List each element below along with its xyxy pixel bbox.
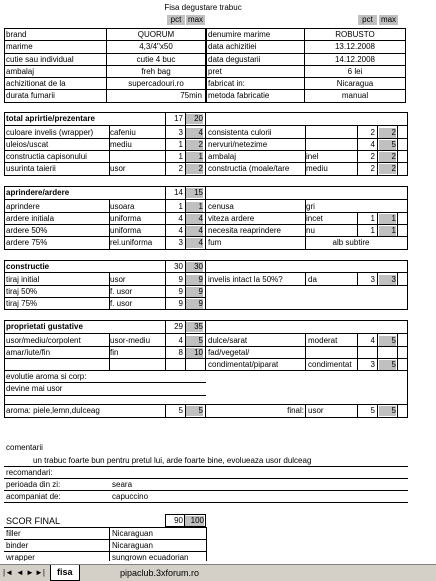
comentarii-text[interactable]: un trabuc foarte bun pentru pretul lui, arde foarte bine, evolueaza usor dulceag [33,456,312,465]
row-label: invelis intact la 50%? [208,275,283,284]
final-pct[interactable]: 5 [370,406,375,415]
final-label: final: [287,406,304,415]
row-pct[interactable]: 4 [370,336,375,345]
sheet-tab-fisa[interactable]: fisa [50,565,80,581]
row-pct[interactable]: 4 [178,226,183,235]
info-value[interactable]: 75min [180,91,202,100]
info-value[interactable]: 6 lei [347,67,363,76]
final-max: 5 [379,406,396,416]
row-label: ardere 75% [6,238,48,247]
info-label: durata fumarii [6,91,55,100]
info-value[interactable]: supercadouri.ro [128,79,184,88]
row-label: usor/mediu/corpolent [6,336,81,345]
acompaniat-value[interactable]: capuccino [112,492,149,501]
row-max: 2 [186,140,203,150]
row-pct[interactable]: 1 [178,140,183,149]
row-pct[interactable]: 2 [370,164,375,173]
info-label: metoda fabricatie [208,91,270,100]
row-value[interactable]: usor-mediu [110,336,151,345]
row-max: 4 [186,238,203,248]
row-label: culoare invelis (wrapper) [6,128,94,137]
row-max: 2 [379,164,396,174]
row-max: 5 [379,360,396,370]
row-pct[interactable]: 3 [370,275,375,284]
row-max: 1 [186,202,203,212]
row-value[interactable]: gri [306,202,315,211]
section-pct: 30 [174,262,183,271]
info-label: data achizitiei [208,42,257,51]
acompaniat-label: acompaniat de: [6,492,61,501]
row-value[interactable]: mediu [306,164,328,173]
row-value[interactable]: nu [306,226,315,235]
row-label: tiraj 50% [6,287,38,296]
row-max: 4 [186,226,203,236]
row-max: 10 [186,348,203,358]
scor-final-label: SCOR FINAL [6,516,61,526]
filler-label: filler [6,529,21,538]
row-value[interactable] [306,140,356,150]
wrapper-label: wrapper [6,553,35,561]
row-label: ardere initiala [6,214,55,223]
row-max: 4 [186,128,203,138]
row-label: constructia (moale/tare [208,164,290,173]
row-max: 5 [379,140,396,150]
row-max: 9 [186,299,203,309]
aroma-max: 5 [186,406,203,416]
row-label: ambalaj [208,152,237,161]
aroma-label: aroma: piele,lemn,dulceag [6,406,100,415]
row-value[interactable]: usor [110,275,126,284]
info-label: brand [6,30,27,39]
max-header-right: max [380,15,397,24]
max-header: max [187,15,204,24]
section-max: 20 [186,114,203,124]
info-label: denumire marime [208,30,271,39]
row-pct[interactable]: 9 [178,299,183,308]
row-pct[interactable]: 4 [178,214,183,223]
row-max: 1 [379,226,396,236]
row-label: viteza ardere [208,214,255,223]
first-sheet-button[interactable]: |◄ [3,568,13,577]
last-sheet-button[interactable]: ►| [35,568,45,577]
row-max: 4 [186,214,203,224]
prev-sheet-button[interactable]: ◄ [16,568,24,577]
sheet-tab-bar [0,564,436,581]
info-value[interactable]: freh bag [141,67,171,76]
info-value[interactable]: 13.12.2008 [334,42,376,51]
filler-value[interactable]: Nicaraguan [112,529,153,538]
row-label: uleios/uscat [6,140,49,149]
info-label: data degustarii [208,55,261,64]
watermark-text: pipaclub.3xforum.ro [120,568,200,578]
binder-value[interactable]: Nicaraguan [112,541,153,550]
perioada-value[interactable]: seara [112,480,133,489]
info-value[interactable]: 14.12.2008 [334,55,376,64]
row-max: 9 [186,275,203,285]
row-pct[interactable]: 1 [370,214,375,223]
row-value[interactable]: f. usor [110,299,133,308]
info-value[interactable]: ROBUSTO [335,30,375,39]
scor-max: 100 [185,516,204,526]
section-max: 30 [186,262,203,272]
evolutie-value[interactable]: devine mai usor [6,384,63,393]
row-label: dulce/sarat [208,336,248,345]
comentarii-label: comentarii [6,443,43,452]
row-max: 2 [379,152,396,162]
next-sheet-button[interactable]: ► [26,568,34,577]
row-value[interactable]: f. usor [110,287,133,296]
row-label: nervuri/netezime [208,140,268,149]
section-title: total aprirtie/prezentare [6,114,95,123]
row-max: 9 [186,287,203,297]
perioada-label: perioada din zi: [6,480,61,489]
binder-label: binder [6,541,29,550]
recomandari-label: recomandari: [6,468,53,477]
info-value[interactable]: Nicaragua [336,79,374,88]
row-value[interactable] [306,128,356,138]
recomandari-value[interactable] [110,468,200,478]
row-value[interactable]: inel [306,152,319,161]
row-max: 5 [379,336,396,346]
row-value[interactable]: usor [110,164,126,173]
row-value[interactable]: uniforma [110,226,142,235]
row-label: amar/iute/fin [6,348,51,357]
row-pct[interactable]: 2 [370,152,375,161]
row-label: consistenta culorii [208,128,272,137]
info-label: achizitionat de la [6,79,66,88]
section-title: proprietati gustative [6,322,83,331]
row-pct[interactable]: 9 [178,275,183,284]
pct-header-right: pct [358,15,377,25]
evolutie-label: evolutie aroma si corp: [6,372,87,381]
row-pct[interactable]: 3 [370,360,375,369]
row-value[interactable]: cafeniu [110,128,136,137]
row-value[interactable]: mediu [110,140,132,149]
info-label: marime [6,42,33,51]
row-value[interactable]: alb subtire [332,238,370,247]
aroma-pct[interactable]: 5 [178,406,183,415]
section-pct: 14 [174,188,183,197]
info-value[interactable]: 4,3/4"x50 [139,42,173,51]
row-label: fum [208,238,222,247]
row-max: 1 [186,152,203,162]
sheet-title: Fisa degustare trabuc [164,3,242,12]
info-value[interactable]: manual [341,91,369,100]
row-value[interactable]: condimentat [308,360,352,369]
info-label: pret [208,67,222,76]
row-pct[interactable]: 3 [178,238,183,247]
row-max: 3 [379,275,396,285]
row-value[interactable]: rel.uniforma [110,238,153,247]
row-value[interactable]: moderat [308,336,338,345]
row-max: 5 [186,336,203,346]
row-value[interactable]: fin [110,348,119,357]
info-label: cutie sau individual [6,55,74,64]
row-label: condimentat/piparat [208,360,279,369]
row-label: fad/vegetal/ [208,348,250,357]
row-label: tiraj initial [6,275,40,284]
row-value[interactable]: incet [306,214,323,223]
row-label: tiraj 75% [6,299,38,308]
section-title: aprindere/ardere [6,188,70,197]
pct-header: pct [167,15,185,25]
row-value[interactable]: usoara [110,202,135,211]
final-value[interactable]: usor [308,406,324,415]
row-pct[interactable]: 8 [178,348,183,357]
row-label: cenusa [208,202,234,211]
row-label: constructia capisonului [6,152,87,161]
info-label: fabricat in: [208,79,245,88]
row-label: aprindere [6,202,40,211]
row-max: 2 [379,128,396,138]
row-max: 2 [186,164,203,174]
row-pct[interactable]: 2 [178,164,183,173]
wrapper-value[interactable]: sungrown ecuadorian [112,553,189,561]
info-value[interactable]: cutie 4 buc [136,55,176,64]
row-pct[interactable]: 1 [178,202,183,211]
row-pct[interactable]: 1 [370,226,375,235]
row-value[interactable] [110,152,165,162]
section-pct: 17 [174,114,183,123]
row-value[interactable]: da [308,275,317,284]
info-value[interactable]: QUORUM [137,30,175,39]
row-pct[interactable]: 3 [178,128,183,137]
row-label: ardere 50% [6,226,48,235]
row-pct[interactable]: 4 [370,140,375,149]
row-label: necesita reaprindere [208,226,281,235]
row-pct[interactable]: 2 [370,128,375,137]
row-label: usurinta taierii [6,164,56,173]
scor-pct: 90 [174,516,183,525]
row-pct[interactable]: 9 [178,287,183,296]
section-pct: 29 [174,322,183,331]
section-max: 35 [186,322,203,332]
row-pct[interactable]: 1 [178,152,183,161]
row-value[interactable]: uniforma [110,214,142,223]
row-max: 1 [379,214,396,224]
section-max: 15 [186,188,203,198]
info-label: ambalaj [6,67,35,76]
section-title: constructie [6,262,50,271]
row-pct[interactable]: 4 [178,336,183,345]
